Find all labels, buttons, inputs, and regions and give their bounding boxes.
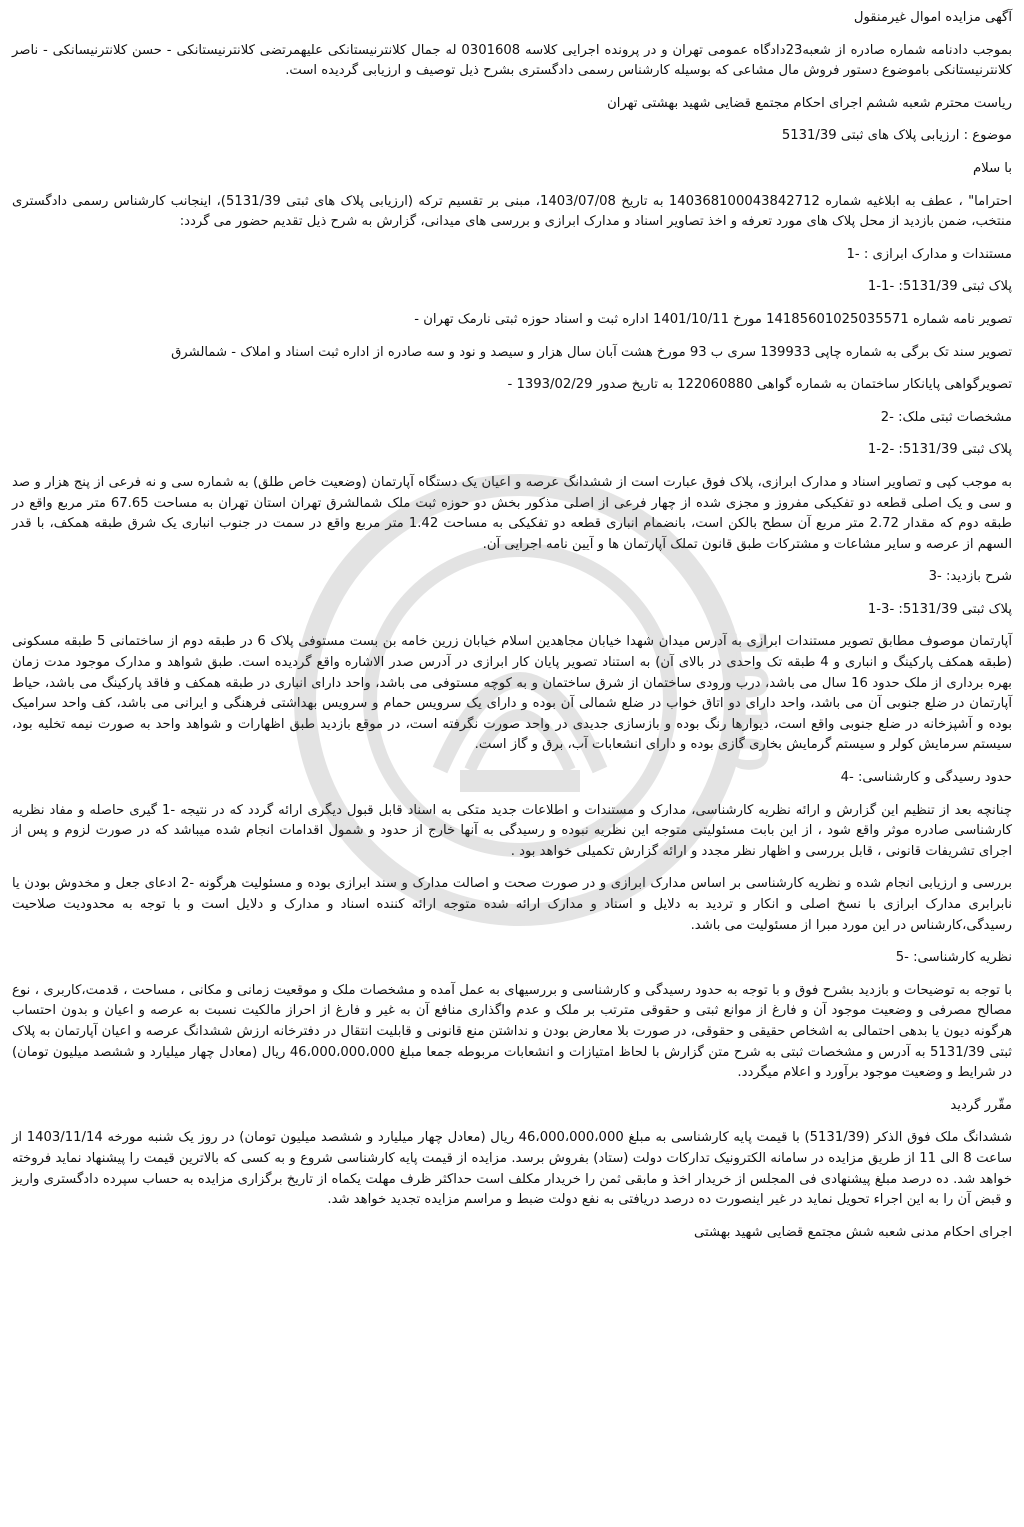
opening-paragraph: احتراما" ، عطف به ابلاغیه شماره 140368100043842712 به تاریخ 1403/07/08، مبنی بر تقسیم ترکه (ارزیابی پلاک های ثبتی 5131/39)، اینجانب کارشناس رسمی دادگستری منتخب، ضمن بازدید از محل پلاک های مورد تعرفه و اخذ تصاویر اسناد و مدارک ابرازی و بررسی های میدانی، گزارش به شرح ذیل تقدیم حضور می گردد: xyxy=(12,193,1012,230)
greeting: با سلام xyxy=(973,160,1012,176)
section-1-heading: مستندات و مدارک ابرازی : -1 xyxy=(846,246,1012,262)
svg-text:1010: 1010 xyxy=(717,627,777,773)
inspection-description: آپارتمان موصوف مطابق تصویر مستندات ابرازی به آدرس میدان شهدا خیابان مجاهدین اسلام خیابان زرین خامه بن بست مستوفی پلاک 6 در طبقه دوم از ساختمانی 5 طبقه مسکونی (طبقه همکف پارکینگ و انباری و 4 طبقه تک واحدی در بالای آن) به استناد تصویر پایان کار ابرازی در آدرس صدر الاشاره واقع گردیده است. طبق شواهد و مدارک موجود مدت زمان بهره برداری از ملک حدود 16 سال می باشد، درب ورودی ساختمان از شرق ساختمان و به کوچه مستوفی می باشد، واحد دارای انباری در طبقه همکف و فاقد پارکینگ می باشد، حیاط آپارتمان در ضلع جنوبی آن می باشد، واحد دارای دو اتاق خواب در ضلع شمالی آن بوده و دارای یک سرویس حمام و سرویس بهداشتی فرهنگی و ایرانی می باشد، کف واحد سرامیک بوده و آشپزخانه در ضلع جنوبی واقع است، دیوارها رنگ بوده و بازسازی جدیدی در واحد صورت نگرفته است، در موقع بازدید طبق اظهارات و شواهد واحد به صورت نیمه تخلیه بود، سیستم سرمایش کولر و سیستم گرمایش بخاری گازی بوده و دارای انشعابات آب، برق و گاز است. xyxy=(12,634,1012,753)
decree-paragraph: ششدانگ ملک فوق الذکر (5131/39) با قیمت پایه کارشناسی به مبلغ 46،000،000،000 ریال (معادل چهار میلیارد و ششصد میلیون تومان) در روز یک شنبه مورخه 1403/11/14 از ساعت 8 الی 11 از طریق مزایده در سامانه الکترونیک تدارکات دولت (ستاد) بفروش برسد. مزایده از قیمت پایه کارشناسی شروع و به کسی که بالاترین قیمت را پیشنهاد نماید فروخته خواهد شد. ده درصد مبلغ پیشنهادی فی المجلس از خریدار اخذ و مابقی ثمن را خریدار مکلف است حداکثر ظرف مهلت یکماه از تاریخ برگزاری مزایده به حساب سپرده دادگستری واریز و قبض آن را به این اجراء تحویل نماید در غیر اینصورت ده درصد دریافتی به نفع دولت ضبط و مراسم مزایده تجدید خواهد شد. xyxy=(12,1130,1013,1208)
subject-line: موضوع : ارزیابی پلاک های ثبتی 5131/39 xyxy=(781,128,1012,144)
notice-title: آگهی مزایده اموال غیرمنقول xyxy=(853,10,1012,25)
section-3-heading: شرح بازدید: -3 xyxy=(928,569,1012,585)
decree-heading: مقّرر گردید xyxy=(950,1097,1012,1113)
document-item-1: تصویر نامه شماره 14185601025035571 مورخ 1401/10/11 اداره ثبت و اسناد حوزه ثبتی نارمک تهران - xyxy=(414,311,1012,327)
document-item-2: تصویر سند تک برگی به شماره چاپی 139933 سری ب 93 مورخ هشت آبان سال هزار و سیصد و نود و سه صادره از اداره ثبت اسناد و املاک - شمالشرق xyxy=(171,344,1012,360)
expert-opinion: با توجه به توضیحات و بازدید بشرح فوق و با توجه به حدود رسیدگی و کارشناسی و بررسیهای به عمل آمده و مشخصات ملک و موقعیت زمانی و مکانی ، مساحت ، قدمت،کاربری ، نوع مصالح مصرفی و وضعیت موجود آن و فارغ از موانع ثبتی و حقوقی مترتب بر ملک و عدم واگذاری منافع آن به غیر و فارغ از احراز مالکیت نسبت به عرصه و اعیان و بدون احتساب هرگونه دیون یا بدهی احتمالی به اشخاص حقیقی و حقوقی، در صورت بلا معارض بودن و نداشتن منع قانونی و قابلیت انتقال در دفترخانه ارزش ششدانگ عرصه و اعیان آپارتمان به پلاک ثبتی 5131/39 به آدرس و مشخصات ثبتی به شرح متن گزارش با لحاظ امتیازات و انشعابات مربوطه جمعا مبلغ 46،000،000،000 ریال (معادل چهار میلیارد و ششصد میلیون تومان) در شرایط و وضعیت موجود برآورد و اعلام میگردد. xyxy=(12,982,1012,1081)
section-5-heading: نظریه کارشناسی: -5 xyxy=(895,950,1012,966)
addressee: ریاست محترم شعبه ششم اجرای احکام مجتمع قضایی شهید بهشتی تهران xyxy=(607,95,1012,111)
document-item-3: تصویرگواهی پایانکار ساختمان به شماره گواهی 122060880 به تاریخ صدور 1393/02/29 - xyxy=(507,377,1012,393)
scope-paragraph-1: چنانچه بعد از تنظیم این گزارش و ارائه نظریه کارشناسی، مدارک و مستندات و اطلاعات جدید متکی به اسناد قابل قبول دیگری ارائه گردد که در نتیجه -1 گیری حاصله و مفاد نظریه کارشناسی صادره موثر واقع شود ، از این بابت مسئولیتی متوجه این نظریه نبوده و رسیدگی به آنها خارج از حدود و شمول اقدامات انجام شده میباشد که در صورت لزوم و پس از اجرای تشریفات قانونی ، قابل بررسی و اظهار نظر مجدد و ارائه گزارش تکمیلی خواهد بود . xyxy=(12,802,1012,859)
section-3-1-heading: پلاک ثبتی 5131/39: -3-1 xyxy=(867,601,1012,617)
scope-paragraph-2: بررسی و ارزیابی انجام شده و نظریه کارشناسی بر اساس مدارک ابرازی و در صورت صحت و اصالت مدارک و سند ابرازی بوده و مسئولیت هرگونه -2 ادعای جعل و مخدوش بودن یا نابرابری مدارک ابرازی با نسخ اصلی و انکار و تردید به دلایل و اسناد و مدارک ارائه شده متوجه ارائه کننده اسناد و مدارک و دلایل است و با توجه به محدودیت صلاحیت رسیدگی،کارشناس در این مورد مبرا از مسئولیت می باشد. xyxy=(12,876,1012,933)
section-4-heading: حدود رسیدگی و کارشناسی: -4 xyxy=(840,770,1012,786)
intro-paragraph: بموجب دادنامه شماره صادره از شعبه23دادگاه عمومی تهران و در پرونده اجرایی کلاسه 0301608 له جمال کلانترنیستانکی علیهمرتضی کلانترنیستانکی - حسن کلانترنیسانکی - ناصر کلانترنیستانکی باموضوع دستور فروش مال مشاعی که بوسیله کارشناس رسمی دادگستری بشرح ذیل توصیف و ارزیابی گردیده است. xyxy=(12,42,1013,79)
section-2-1-heading: پلاک ثبتی 5131/39: -2-1 xyxy=(867,442,1012,458)
signature-line: اجرای احکام مدنی شعبه شش مجتمع قضایی شهید بهشتی xyxy=(693,1224,1012,1240)
section-1-1-heading: پلاک ثبتی 5131/39: -1-1 xyxy=(867,279,1012,295)
property-description: به موجب کپی و تصاویر اسناد و مدارک ابرازی، پلاک فوق عبارت است از ششدانگ عرصه و اعیان یک دستگاه آپارتمان (وضعیت خاص طلق) به شماره سی و نه فرعی از پنج هزار و صد و سی و یک اصلی قطعه دو تفکیکی مفروز و مجزی شده از چهار فرعی از اصلی مذکور بخش دو حوزه ثبت ملک شمالشرق تهران استان تهران به مساحت 67.65 متر مربع واقع در طبقه دوم که مقدار 2.72 متر مربع آن سطح بالکن است، بانضمام انباری قطعه دو تفکیکی به مساحت 1.42 متر مربع واقع در سمت در جنوب انباری یک شرق طبقه همکف، با قدر السهم از عرصه و سایر مشاعات و مشترکات طبق قانون تملک آپارتمان ها و آیین نامه اجرایی آن. xyxy=(12,474,1013,552)
section-2-heading: مشخصات ثبتی ملک: -2 xyxy=(880,409,1012,425)
